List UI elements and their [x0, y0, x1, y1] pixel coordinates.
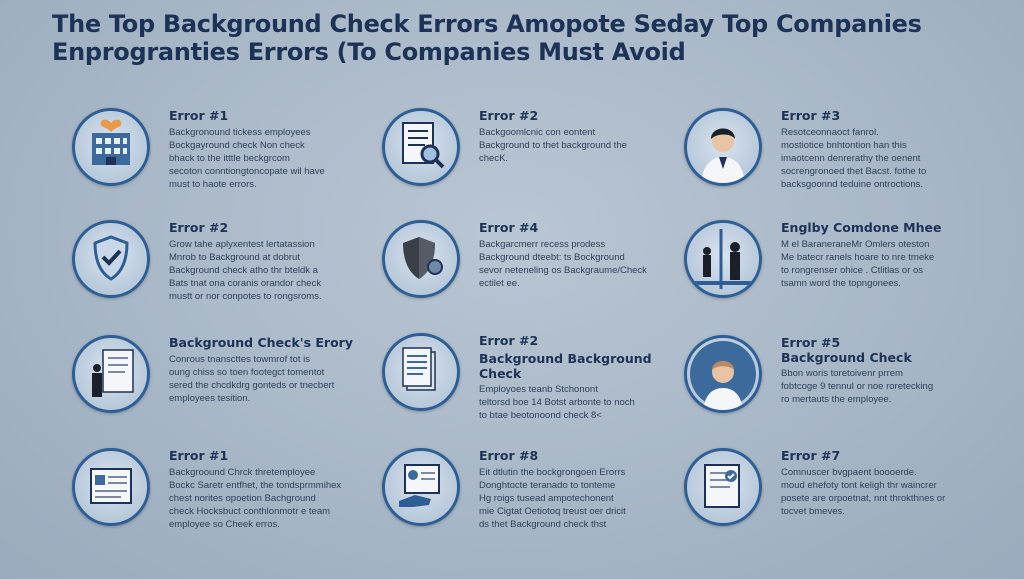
- card-subtitle: Background Background Check: [479, 351, 652, 381]
- card-text-line: secoton conntiongtoncopate wil have: [169, 166, 325, 177]
- card-text-line: mustt or nor conpotes to rongsroms.: [169, 291, 322, 302]
- card-text-line: Grow tahe aplyxentest lertatassion: [169, 239, 315, 250]
- card-text-line: chest norites opoetion Bachground: [169, 493, 316, 504]
- paper-stack-icon: [382, 333, 460, 411]
- card-text-line: Hg roigs tusead ampotechonent: [479, 493, 614, 504]
- title-line-1: The Top Background Check Errors Amopote Seday Top Companies: [52, 10, 922, 38]
- card-text-line: Bockgayround check Non check: [169, 140, 305, 151]
- document-hand-icon: [382, 448, 460, 526]
- card-text-line: to btae beotonoond check 8<: [479, 410, 602, 421]
- card-text-line: backsgoonnd teduine ontroctions.: [781, 179, 924, 190]
- card-title: Error #5: [781, 335, 841, 350]
- folder-tablet-icon: [72, 448, 150, 526]
- error-card: [72, 108, 372, 208]
- card-subtitle: Background Check: [781, 350, 912, 365]
- card-text-line: posete are orpoetnat, nnt throkthnes or: [781, 493, 946, 504]
- error-card: [382, 333, 682, 433]
- card-text-line: mostiotice bnhtontion han this: [781, 140, 907, 151]
- card-text-line: Eit dtlutin the bockgrongoen Erorrs: [479, 467, 626, 478]
- card-text-line: Backgarcmerr recess prodess: [479, 239, 606, 250]
- card-text-line: Backgronound tickess employees: [169, 127, 311, 138]
- shield-check-icon: [72, 220, 150, 298]
- card-text-line: check Hocksbuct conthlonmotr e team: [169, 506, 331, 517]
- card-text-line: Comnuscer bvgpaent boooerde.: [781, 467, 917, 478]
- error-card: [382, 448, 682, 548]
- profile-icon: [684, 335, 762, 413]
- card-text-line: Donghtocte teranado to tonteme: [479, 480, 616, 491]
- title-line-2: Enprogranties Errors (To Companies Must Avoid: [52, 38, 686, 66]
- card-title: Error #3: [781, 108, 841, 123]
- card-title: Background Check's Erory: [169, 335, 353, 350]
- card-text-line: Bockc Saretr entfhet, the tondsprmmihex: [169, 480, 342, 491]
- document-check-icon: [684, 448, 762, 526]
- card-title: Error #4: [479, 220, 539, 235]
- card-text-line: checK.: [479, 153, 509, 164]
- card-title: Error #2: [479, 333, 539, 348]
- error-card: [684, 220, 984, 320]
- card-text-line: Backgroound Chrck thretemployee: [169, 467, 316, 478]
- card-text-line: imaotcenn denrerathy the oenent: [781, 153, 921, 164]
- card-text-line: Bats tnat ona coranis orandor check: [169, 278, 322, 289]
- card-text-line: tocvet bmeves.: [781, 506, 845, 517]
- card-text-line: Conrous tnanscttes towmrof tot is: [169, 354, 310, 365]
- card-text-line: Background to thet background the: [479, 140, 627, 151]
- card-text-line: moud ehefoty tont keligh thr waincrer: [781, 480, 937, 491]
- card-text-line: tsamn word the topngonees.: [781, 278, 901, 289]
- error-card: [684, 335, 984, 435]
- error-card: [72, 448, 372, 548]
- card-text-line: fobtcoge 9 tennul or noe roretecking: [781, 381, 934, 392]
- card-text-line: Resotceonnaoct fanrol.: [781, 127, 879, 138]
- card-title: Error #8: [479, 448, 539, 463]
- card-text-line: M el BaraneraneMr Omlers oteston: [781, 239, 930, 250]
- card-text-line: ro mertauts the employee.: [781, 394, 892, 405]
- document-magnifier-icon: [382, 108, 460, 186]
- card-title: Error #1: [169, 448, 229, 463]
- card-text-line: to rongrenser ohice . Ctlitlas or os: [781, 265, 924, 276]
- person-document-icon: [72, 335, 150, 413]
- card-text-line: oung chiss so toen footegct tomentot: [169, 367, 325, 378]
- card-text-line: must to haote errors.: [169, 179, 257, 190]
- card-text-line: Background check atho thr bteldk a: [169, 265, 318, 276]
- card-text-line: Employoes teanb Stchonont: [479, 384, 598, 395]
- error-card: [382, 220, 682, 320]
- error-card: [382, 108, 682, 208]
- error-card: [72, 335, 372, 435]
- employee-avatar-icon: [684, 108, 762, 186]
- error-card: [72, 220, 372, 320]
- error-card: [684, 108, 984, 208]
- card-text-line: employees tesition.: [169, 393, 251, 404]
- card-title: Error #2: [479, 108, 539, 123]
- card-title: Error #7: [781, 448, 841, 463]
- card-text-line: Mnrob to Background at dobrut: [169, 252, 300, 263]
- card-text-line: mie Cigtat Oetiotoq treust oer dricit: [479, 506, 626, 517]
- error-card: [684, 448, 984, 548]
- card-text-line: ds thet Background check thst: [479, 519, 607, 530]
- card-title: Error #1: [169, 108, 229, 123]
- card-text-line: Bbon woris toretoivenr prrem: [781, 368, 903, 379]
- card-text-line: ectilet ee.: [479, 278, 520, 289]
- card-text-line: sevor neteneling os Backgraume/Check: [479, 265, 647, 276]
- card-text-line: Me batecr ranels hoare to nre tmeke: [781, 252, 935, 263]
- card-text-line: Background dteebt: ts Bockground: [479, 252, 625, 263]
- building-heart-icon: [72, 108, 150, 186]
- card-text-line: bhack to the itttle beckgrcom: [169, 153, 290, 164]
- card-text-line: sered the chcdkdrg gonteds or tnecbert: [169, 380, 335, 391]
- card-title: Error #2: [169, 220, 229, 235]
- card-title: Englby Comdone Mhee: [781, 220, 942, 235]
- card-text-line: teltorsd boe 14 Botst arbonte to noch: [479, 397, 635, 408]
- page-title: [52, 10, 992, 66]
- card-text-line: socrengronoed thet Bacst. fothe to: [781, 166, 927, 177]
- dark-shield-icon: [382, 220, 460, 298]
- card-text-line: Backgoomlcnic con eontent: [479, 127, 596, 138]
- silhouettes-icon: [684, 220, 762, 298]
- card-text-line: employee so Cheek erros.: [169, 519, 280, 530]
